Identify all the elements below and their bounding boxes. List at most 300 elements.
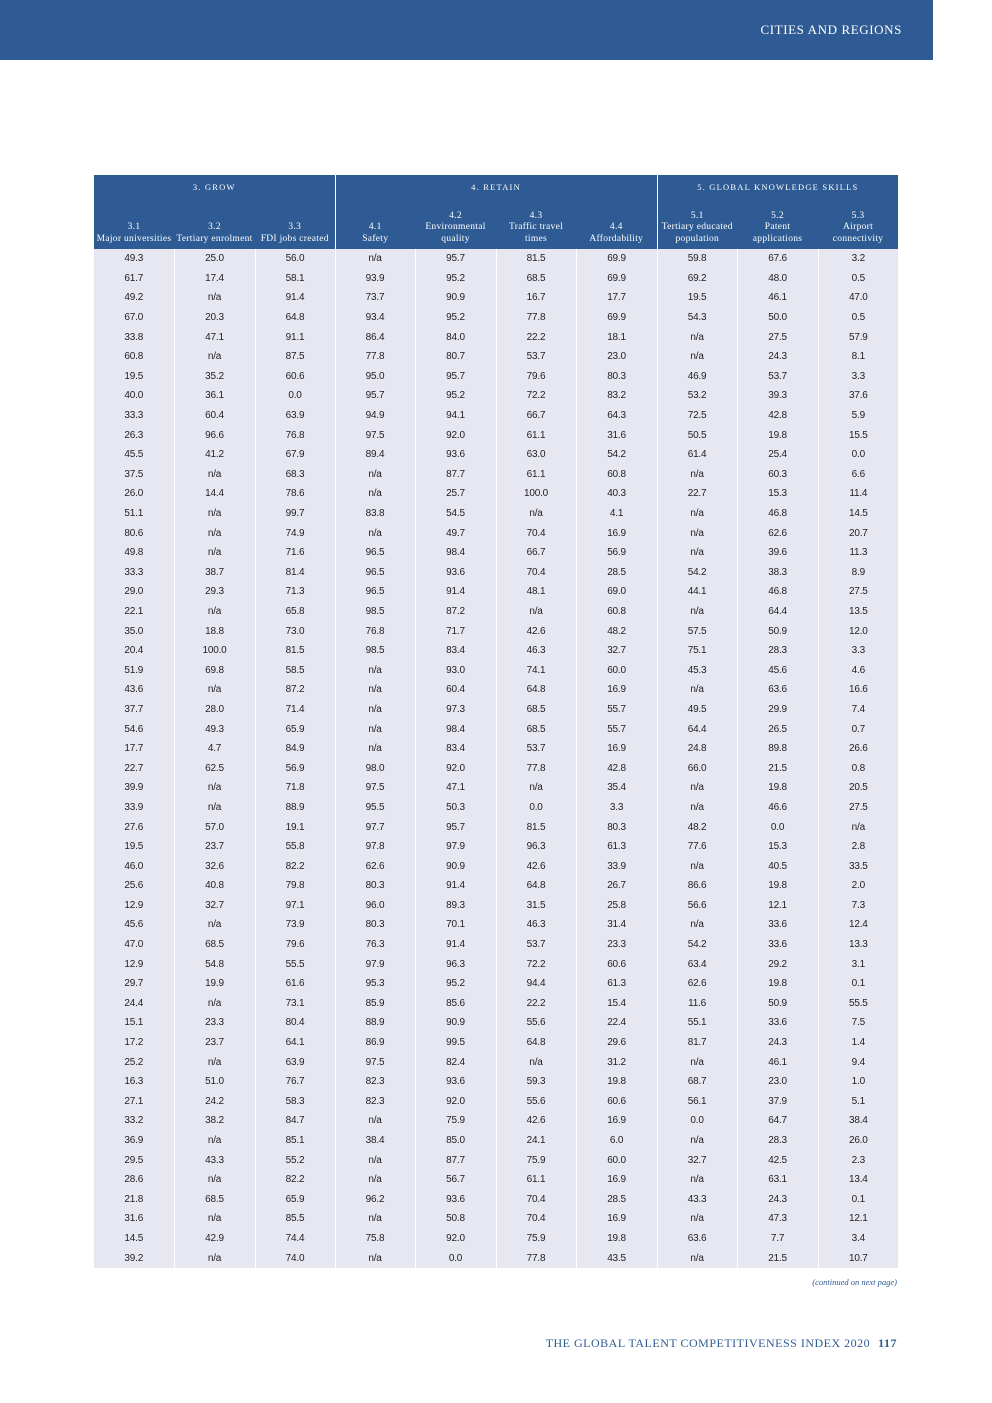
table-cell: 93.9: [335, 269, 415, 289]
table-cell: 89.4: [335, 445, 415, 465]
table-cell: 9.4: [818, 1052, 898, 1072]
table-cell: 64.7: [737, 1111, 818, 1131]
table-cell: 56.9: [255, 758, 335, 778]
table-cell: 64.8: [496, 876, 576, 896]
table-cell: 7.3: [818, 896, 898, 916]
table-cell: 61.6: [255, 974, 335, 994]
table-cell: 93.6: [415, 563, 496, 583]
table-cell: 3.3: [818, 641, 898, 661]
table-row: [94, 876, 898, 896]
table-row: [94, 778, 898, 798]
table-cell: 96.3: [415, 954, 496, 974]
table-cell: 55.1: [657, 1013, 737, 1033]
table-cell: 73.1: [255, 994, 335, 1014]
table-cell: 74.0: [255, 1248, 335, 1268]
column-id: 5.3: [851, 210, 865, 221]
table-cell: 97.5: [335, 778, 415, 798]
column-name: Environmental quality: [425, 222, 486, 244]
table-cell: 21.8: [94, 1190, 174, 1210]
table-cell: 46.1: [737, 288, 818, 308]
table-cell: n/a: [174, 602, 255, 622]
table-cell: 20.4: [94, 641, 174, 661]
table-cell: 35.2: [174, 367, 255, 387]
table-cell: n/a: [174, 798, 255, 818]
table-cell: 61.3: [576, 974, 657, 994]
table-cell: 8.1: [818, 347, 898, 367]
table-cell: 73.9: [255, 915, 335, 935]
table-cell: n/a: [335, 1170, 415, 1190]
table-cell: 68.7: [657, 1072, 737, 1092]
table-cell: n/a: [174, 778, 255, 798]
table-row: [94, 641, 898, 661]
table-cell: 75.1: [657, 641, 737, 661]
table-cell: 61.4: [657, 445, 737, 465]
table-cell: 2.8: [818, 837, 898, 857]
table-row: [94, 758, 898, 778]
table-cell: 47.1: [415, 778, 496, 798]
table-cell: 99.5: [415, 1033, 496, 1053]
table-cell: 0.8: [818, 758, 898, 778]
table-cell: 5.1: [818, 1092, 898, 1112]
table-cell: 25.7: [415, 484, 496, 504]
table-cell: 56.0: [255, 249, 335, 269]
table-cell: n/a: [174, 994, 255, 1014]
table-cell: 98.5: [335, 641, 415, 661]
table-row: [94, 543, 898, 563]
table-cell: 100.0: [174, 641, 255, 661]
table-cell: 77.6: [657, 837, 737, 857]
table-cell: 42.6: [496, 856, 576, 876]
table-cell: 10.7: [818, 1248, 898, 1268]
table-cell: n/a: [657, 347, 737, 367]
table-cell: 25.0: [174, 249, 255, 269]
table-cell: 22.7: [94, 758, 174, 778]
table-cell: 33.6: [737, 915, 818, 935]
table-cell: 55.7: [576, 719, 657, 739]
table-cell: 19.5: [94, 837, 174, 857]
table-cell: 26.6: [818, 739, 898, 759]
table-cell: n/a: [335, 739, 415, 759]
table-row: [94, 837, 898, 857]
table-cell: 50.9: [737, 994, 818, 1014]
table-cell: 31.2: [576, 1052, 657, 1072]
table-cell: 91.4: [255, 288, 335, 308]
table-cell: 85.1: [255, 1131, 335, 1151]
table-cell: 12.9: [94, 896, 174, 916]
table-cell: 0.5: [818, 269, 898, 289]
table-cell: 61.1: [496, 1170, 576, 1190]
table-row: [94, 445, 898, 465]
table-cell: 85.9: [335, 994, 415, 1014]
table-cell: 64.3: [576, 406, 657, 426]
column-id: 3.3: [288, 222, 302, 232]
table-cell: 28.3: [737, 641, 818, 661]
table-cell: 80.3: [335, 876, 415, 896]
table-cell: 92.0: [415, 1092, 496, 1112]
table-cell: 76.8: [255, 425, 335, 445]
table-cell: 95.7: [415, 367, 496, 387]
table-cell: n/a: [657, 543, 737, 563]
table-cell: 68.5: [496, 269, 576, 289]
table-cell: 37.5: [94, 465, 174, 485]
table-cell: 13.3: [818, 935, 898, 955]
table-cell: 71.3: [255, 582, 335, 602]
table-cell: 12.9: [94, 954, 174, 974]
table-cell: 71.8: [255, 778, 335, 798]
table-cell: 98.4: [415, 719, 496, 739]
table-cell: 77.8: [335, 347, 415, 367]
table-cell: 29.2: [737, 954, 818, 974]
table-cell: 22.2: [496, 994, 576, 1014]
table-cell: 93.6: [415, 1072, 496, 1092]
table-row: [94, 1190, 898, 1210]
table-cell: n/a: [174, 504, 255, 524]
table-cell: 0.1: [818, 974, 898, 994]
table-cell: 46.9: [657, 367, 737, 387]
table-cell: 54.2: [657, 935, 737, 955]
table-cell: 49.2: [94, 288, 174, 308]
table-cell: 38.7: [174, 563, 255, 583]
table-cell: 100.0: [496, 484, 576, 504]
table-cell: 16.6: [818, 680, 898, 700]
table-row: [94, 602, 898, 622]
table-cell: 64.8: [255, 308, 335, 328]
table-cell: 53.7: [496, 739, 576, 759]
table-cell: n/a: [657, 602, 737, 622]
table-cell: 18.8: [174, 621, 255, 641]
table-cell: 16.9: [576, 523, 657, 543]
table-cell: 66.0: [657, 758, 737, 778]
table-cell: 95.7: [415, 249, 496, 269]
table-cell: 20.5: [818, 778, 898, 798]
table-cell: 58.1: [255, 269, 335, 289]
column-name: Patent applications: [752, 222, 803, 244]
table-cell: 94.1: [415, 406, 496, 426]
table-cell: 91.4: [415, 935, 496, 955]
table-cell: 63.4: [657, 954, 737, 974]
table-cell: 2.0: [818, 876, 898, 896]
table-row: [94, 1072, 898, 1092]
table-cell: 63.1: [737, 1170, 818, 1190]
table-cell: 0.7: [818, 719, 898, 739]
table-cell: 48.0: [737, 269, 818, 289]
table-cell: n/a: [174, 465, 255, 485]
table-cell: 47.0: [818, 288, 898, 308]
table-cell: 95.7: [335, 386, 415, 406]
table-cell: 58.5: [255, 660, 335, 680]
table-cell: 79.6: [496, 367, 576, 387]
table-cell: 56.7: [415, 1170, 496, 1190]
table-cell: 32.6: [174, 856, 255, 876]
table-cell: 57.9: [818, 327, 898, 347]
table-cell: 56.9: [576, 543, 657, 563]
table-cell: 49.3: [174, 719, 255, 739]
table-cell: 38.3: [737, 563, 818, 583]
table-row: [94, 798, 898, 818]
table-cell: 17.7: [94, 739, 174, 759]
table-cell: n/a: [657, 504, 737, 524]
table-cell: 33.6: [737, 1013, 818, 1033]
table-cell: 45.5: [94, 445, 174, 465]
table-cell: 19.8: [737, 425, 818, 445]
table-cell: 16.9: [576, 1111, 657, 1131]
column-header: [94, 199, 174, 249]
table-cell: n/a: [335, 465, 415, 485]
table-cell: 87.7: [415, 1150, 496, 1170]
table-cell: n/a: [657, 798, 737, 818]
table-row: [94, 367, 898, 387]
column-header-row: [94, 199, 898, 249]
table-cell: 27.6: [94, 817, 174, 837]
table-cell: 76.7: [255, 1072, 335, 1092]
table-cell: 51.1: [94, 504, 174, 524]
table-cell: 42.8: [576, 758, 657, 778]
table-cell: 87.5: [255, 347, 335, 367]
table-cell: 21.5: [737, 1248, 818, 1268]
table-cell: 59.3: [496, 1072, 576, 1092]
column-name: Tertiary educated population: [661, 222, 733, 244]
table-cell: 70.4: [496, 563, 576, 583]
table-cell: 39.2: [94, 1248, 174, 1268]
table-cell: 20.7: [818, 523, 898, 543]
table-cell: n/a: [174, 1131, 255, 1151]
table-cell: 46.3: [496, 641, 576, 661]
table-cell: 25.8: [576, 896, 657, 916]
table-cell: 60.8: [576, 602, 657, 622]
table-cell: 42.6: [496, 621, 576, 641]
column-header: [496, 199, 576, 249]
table-cell: 24.8: [657, 739, 737, 759]
table-cell: 53.2: [657, 386, 737, 406]
table-cell: 46.8: [737, 504, 818, 524]
table-cell: 50.0: [737, 308, 818, 328]
table-cell: 39.6: [737, 543, 818, 563]
table-cell: n/a: [657, 680, 737, 700]
table-cell: 39.3: [737, 386, 818, 406]
table-cell: 33.6: [737, 935, 818, 955]
table-cell: 61.1: [496, 425, 576, 445]
table-cell: 67.9: [255, 445, 335, 465]
table-row: [94, 386, 898, 406]
table-cell: 1.4: [818, 1033, 898, 1053]
table-cell: 91.1: [255, 327, 335, 347]
table-cell: n/a: [174, 523, 255, 543]
table-cell: 24.2: [174, 1092, 255, 1112]
table-cell: 19.1: [255, 817, 335, 837]
table-cell: 80.3: [335, 915, 415, 935]
table-cell: 96.5: [335, 563, 415, 583]
column-name: FDI jobs created: [260, 233, 329, 244]
table-cell: 4.1: [576, 504, 657, 524]
table-cell: n/a: [335, 484, 415, 504]
table-cell: 47.1: [174, 327, 255, 347]
table-cell: 55.7: [576, 700, 657, 720]
column-header: [657, 199, 737, 249]
table-cell: n/a: [335, 680, 415, 700]
group-header-grow: 3. GROW: [94, 175, 335, 199]
table-cell: 93.6: [415, 445, 496, 465]
table-cell: 24.4: [94, 994, 174, 1014]
table-cell: 60.6: [576, 1092, 657, 1112]
table-cell: 14.5: [94, 1229, 174, 1249]
table-cell: 58.3: [255, 1092, 335, 1112]
table-cell: 4.6: [818, 660, 898, 680]
column-header: [818, 199, 898, 249]
table-row: [94, 954, 898, 974]
table-cell: 50.8: [415, 1209, 496, 1229]
table-row: [94, 308, 898, 328]
table-cell: 68.3: [255, 465, 335, 485]
table-cell: 69.9: [576, 249, 657, 269]
table-cell: 33.9: [576, 856, 657, 876]
table-cell: 26.7: [576, 876, 657, 896]
group-header-retain: 4. RETAIN: [335, 175, 657, 199]
table-cell: 90.9: [415, 288, 496, 308]
table-cell: n/a: [657, 856, 737, 876]
table-cell: 67.6: [737, 249, 818, 269]
column-id: 4.2: [449, 210, 462, 221]
table-cell: 86.9: [335, 1033, 415, 1053]
table-cell: 95.2: [415, 269, 496, 289]
table-cell: 74.4: [255, 1229, 335, 1249]
table-cell: 46.8: [737, 582, 818, 602]
group-header-global-knowledge-skills: 5. GLOBAL KNOWLEDGE SKILLS: [657, 175, 898, 199]
table-row: [94, 856, 898, 876]
table-cell: n/a: [496, 1052, 576, 1072]
table-cell: 83.8: [335, 504, 415, 524]
table-cell: 95.2: [415, 308, 496, 328]
table-cell: 63.6: [737, 680, 818, 700]
table-cell: 63.9: [255, 1052, 335, 1072]
table-cell: 24.3: [737, 1190, 818, 1210]
table-cell: 71.4: [255, 700, 335, 720]
table-cell: 37.9: [737, 1092, 818, 1112]
table-cell: 29.5: [94, 1150, 174, 1170]
table-cell: 82.3: [335, 1092, 415, 1112]
table-cell: n/a: [657, 1052, 737, 1072]
table-cell: 24.3: [737, 347, 818, 367]
table-cell: 40.5: [737, 856, 818, 876]
table-cell: 65.9: [255, 1190, 335, 1210]
table-cell: 23.3: [174, 1013, 255, 1033]
table-cell: 54.6: [94, 719, 174, 739]
table-cell: 74.1: [496, 660, 576, 680]
table-cell: 51.0: [174, 1072, 255, 1092]
table-cell: n/a: [657, 465, 737, 485]
table-cell: 59.8: [657, 249, 737, 269]
table-cell: 72.2: [496, 386, 576, 406]
table-cell: 29.6: [576, 1033, 657, 1053]
table-cell: 62.5: [174, 758, 255, 778]
table-cell: 78.6: [255, 484, 335, 504]
column-header: [335, 199, 415, 249]
table-cell: 54.2: [576, 445, 657, 465]
table-cell: 82.3: [335, 1072, 415, 1092]
table-cell: 56.1: [657, 1092, 737, 1112]
page-footer: [546, 1336, 897, 1351]
table-cell: 72.5: [657, 406, 737, 426]
table-cell: 14.5: [818, 504, 898, 524]
table-cell: 75.9: [496, 1229, 576, 1249]
table-cell: 13.4: [818, 1170, 898, 1190]
table-cell: 44.1: [657, 582, 737, 602]
table-cell: 55.6: [496, 1092, 576, 1112]
table-cell: 73.0: [255, 621, 335, 641]
table-cell: 62.6: [335, 856, 415, 876]
table-cell: 69.2: [657, 269, 737, 289]
table-cell: 97.9: [415, 837, 496, 857]
table-cell: 55.8: [255, 837, 335, 857]
table-cell: 2.3: [818, 1150, 898, 1170]
table-cell: 0.0: [415, 1248, 496, 1268]
table-cell: 1.0: [818, 1072, 898, 1092]
table-cell: 84.9: [255, 739, 335, 759]
table-cell: 96.5: [335, 543, 415, 563]
table-cell: 36.1: [174, 386, 255, 406]
table-cell: 73.7: [335, 288, 415, 308]
table-cell: 57.5: [657, 621, 737, 641]
table-cell: 87.7: [415, 465, 496, 485]
scores-table: [94, 175, 898, 1268]
table-cell: 93.4: [335, 308, 415, 328]
table-cell: 0.1: [818, 1190, 898, 1210]
table-cell: 22.7: [657, 484, 737, 504]
table-cell: 96.0: [335, 896, 415, 916]
table-cell: 55.2: [255, 1150, 335, 1170]
table-cell: 83.2: [576, 386, 657, 406]
table-cell: 15.3: [737, 837, 818, 857]
table-cell: 0.0: [496, 798, 576, 818]
table-cell: 48.1: [496, 582, 576, 602]
table-cell: 22.1: [94, 602, 174, 622]
table-cell: 64.1: [255, 1033, 335, 1053]
table-row: [94, 915, 898, 935]
table-cell: 80.4: [255, 1013, 335, 1033]
table-cell: 45.3: [657, 660, 737, 680]
table-cell: 23.7: [174, 837, 255, 857]
table-row: [94, 1150, 898, 1170]
table-cell: 61.1: [496, 465, 576, 485]
table-cell: 33.3: [94, 563, 174, 583]
table-cell: 25.6: [94, 876, 174, 896]
table-cell: n/a: [174, 1170, 255, 1190]
table-cell: 92.0: [415, 758, 496, 778]
table-cell: 75.8: [335, 1229, 415, 1249]
table-cell: 35.4: [576, 778, 657, 798]
table-cell: 76.8: [335, 621, 415, 641]
table-cell: 46.0: [94, 856, 174, 876]
table-row: [94, 347, 898, 367]
table-cell: 47.0: [94, 935, 174, 955]
table-cell: n/a: [174, 1052, 255, 1072]
table-cell: 64.8: [496, 680, 576, 700]
table-cell: 56.6: [657, 896, 737, 916]
table-cell: 90.9: [415, 1013, 496, 1033]
table-cell: 19.8: [737, 974, 818, 994]
table-cell: 71.7: [415, 621, 496, 641]
table-cell: 33.8: [94, 327, 174, 347]
table-cell: n/a: [335, 1111, 415, 1131]
table-cell: 43.6: [94, 680, 174, 700]
table-cell: n/a: [496, 504, 576, 524]
table-cell: n/a: [496, 602, 576, 622]
table-cell: n/a: [335, 1209, 415, 1229]
table-cell: 42.8: [737, 406, 818, 426]
table-cell: n/a: [335, 660, 415, 680]
table-cell: 3.1: [818, 954, 898, 974]
table-cell: 53.7: [737, 367, 818, 387]
column-name: Tertiary enrolment: [176, 233, 253, 244]
